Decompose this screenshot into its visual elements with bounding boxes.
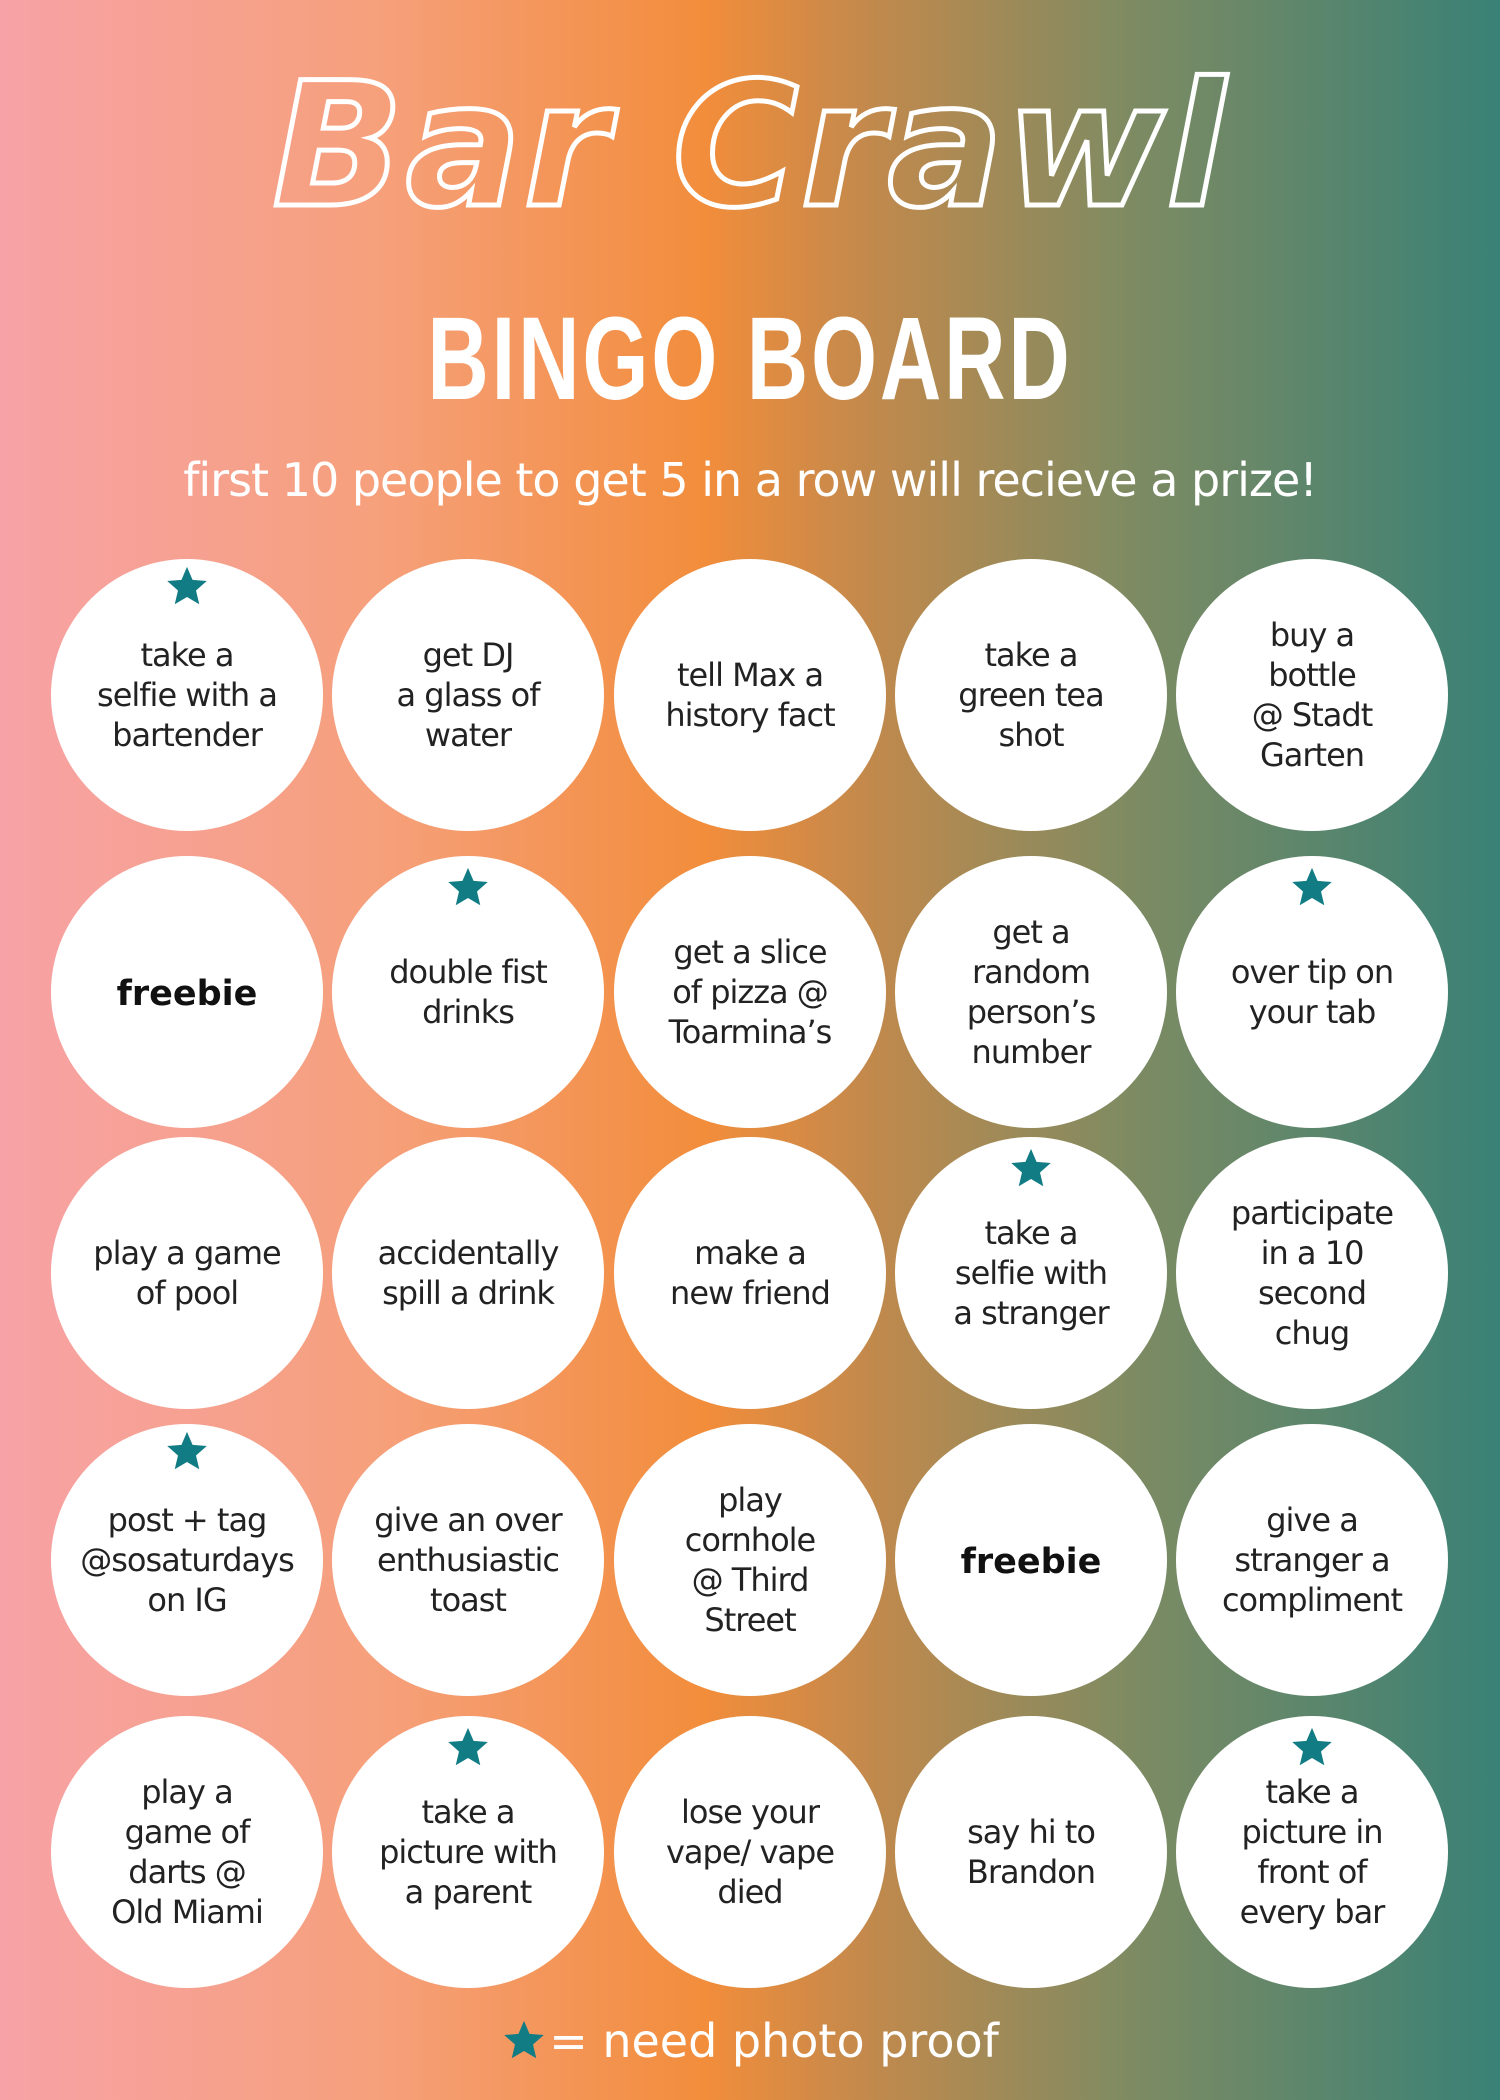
bingo-cell[interactable] bbox=[614, 1424, 886, 1696]
bingo-cell[interactable] bbox=[51, 1137, 323, 1409]
bingo-cell[interactable] bbox=[51, 856, 323, 1128]
freebie-label: freebie bbox=[960, 1542, 1102, 1582]
bingo-cell-text: say hi to Brandon bbox=[966, 1813, 1096, 1891]
bingo-cell-text: tell Max a history fact bbox=[665, 656, 835, 734]
star-icon bbox=[445, 1725, 491, 1771]
bingo-cell[interactable] bbox=[1176, 1424, 1448, 1696]
star-icon bbox=[501, 2018, 547, 2064]
bingo-cell[interactable] bbox=[51, 1716, 323, 1988]
legend bbox=[0, 2014, 1500, 2068]
star-icon bbox=[1289, 1725, 1335, 1771]
bingo-cell[interactable] bbox=[895, 856, 1167, 1128]
bingo-cell[interactable] bbox=[51, 1424, 323, 1696]
bingo-cell[interactable] bbox=[614, 1137, 886, 1409]
bingo-cell-text: take a green tea shot bbox=[958, 636, 1104, 754]
star-icon bbox=[1008, 1146, 1054, 1192]
bingo-cell-text: over tip on your tab bbox=[1230, 953, 1394, 1031]
subtitle: first 10 people to get 5 in a row will recieve a prize! bbox=[183, 453, 1317, 507]
bingo-cell-text: take a selfie with a bartender bbox=[97, 636, 277, 754]
bingo-cell[interactable] bbox=[895, 1424, 1167, 1696]
star-icon bbox=[164, 1429, 210, 1475]
star-icon bbox=[445, 865, 491, 911]
bingo-cell[interactable] bbox=[332, 1424, 604, 1696]
page-title: BINGO BOARD bbox=[427, 293, 1073, 425]
bingo-cell[interactable] bbox=[332, 856, 604, 1128]
bingo-cell-text: give a stranger a compliment bbox=[1221, 1501, 1403, 1619]
bingo-cell[interactable] bbox=[895, 559, 1167, 831]
bingo-cell[interactable] bbox=[1176, 856, 1448, 1128]
bingo-cell-text: take a picture in front of every bar bbox=[1239, 1773, 1385, 1931]
bingo-cell[interactable] bbox=[614, 559, 886, 831]
bingo-cell-text: get a slice of pizza @ Toarmina’s bbox=[668, 933, 832, 1051]
star-icon bbox=[1289, 865, 1335, 911]
bingo-cell[interactable] bbox=[895, 1716, 1167, 1988]
bingo-cell-text: play cornhole @ Third Street bbox=[684, 1481, 816, 1639]
bingo-cell-text: take a picture with a parent bbox=[379, 1793, 557, 1911]
freebie-label: freebie bbox=[116, 974, 258, 1014]
bingo-cell[interactable] bbox=[332, 1137, 604, 1409]
bingo-cell[interactable] bbox=[332, 1716, 604, 1988]
star-icon bbox=[164, 564, 210, 610]
legend-text: = need photo proof bbox=[549, 2014, 999, 2068]
bingo-cell-text: accidentally spill a drink bbox=[377, 1234, 559, 1312]
bingo-cell[interactable] bbox=[614, 856, 886, 1128]
bingo-cell-text: lose your vape/ vape died bbox=[665, 1793, 835, 1911]
bingo-cell[interactable] bbox=[1176, 559, 1448, 831]
bingo-cell-text: get a random person’s number bbox=[966, 913, 1096, 1071]
bingo-cell[interactable] bbox=[1176, 1137, 1448, 1409]
bingo-cell[interactable] bbox=[1176, 1716, 1448, 1988]
bingo-cell-text: give an over enthusiastic toast bbox=[374, 1501, 562, 1619]
title-script: Bar Crawl bbox=[272, 45, 1228, 246]
bingo-cell-text: post + tag @sosaturdays on IG bbox=[80, 1501, 294, 1619]
bingo-cell-text: double fist drinks bbox=[389, 953, 547, 1031]
bingo-cell-text: play a game of darts @ Old Miami bbox=[111, 1773, 263, 1931]
bingo-cell[interactable] bbox=[895, 1137, 1167, 1409]
bingo-cell[interactable] bbox=[51, 559, 323, 831]
bingo-cell-text: take a selfie with a stranger bbox=[953, 1214, 1109, 1332]
bingo-cell-text: buy a bottle @ Stadt Garten bbox=[1251, 616, 1373, 774]
bingo-cell-text: participate in a 10 second chug bbox=[1230, 1194, 1394, 1352]
bingo-cell-text: play a game of pool bbox=[93, 1234, 281, 1312]
bingo-cell[interactable] bbox=[614, 1716, 886, 1988]
bingo-cell-text: make a new friend bbox=[670, 1234, 830, 1312]
bingo-cell[interactable] bbox=[332, 559, 604, 831]
bingo-cell-text: get DJ a glass of water bbox=[396, 636, 540, 754]
